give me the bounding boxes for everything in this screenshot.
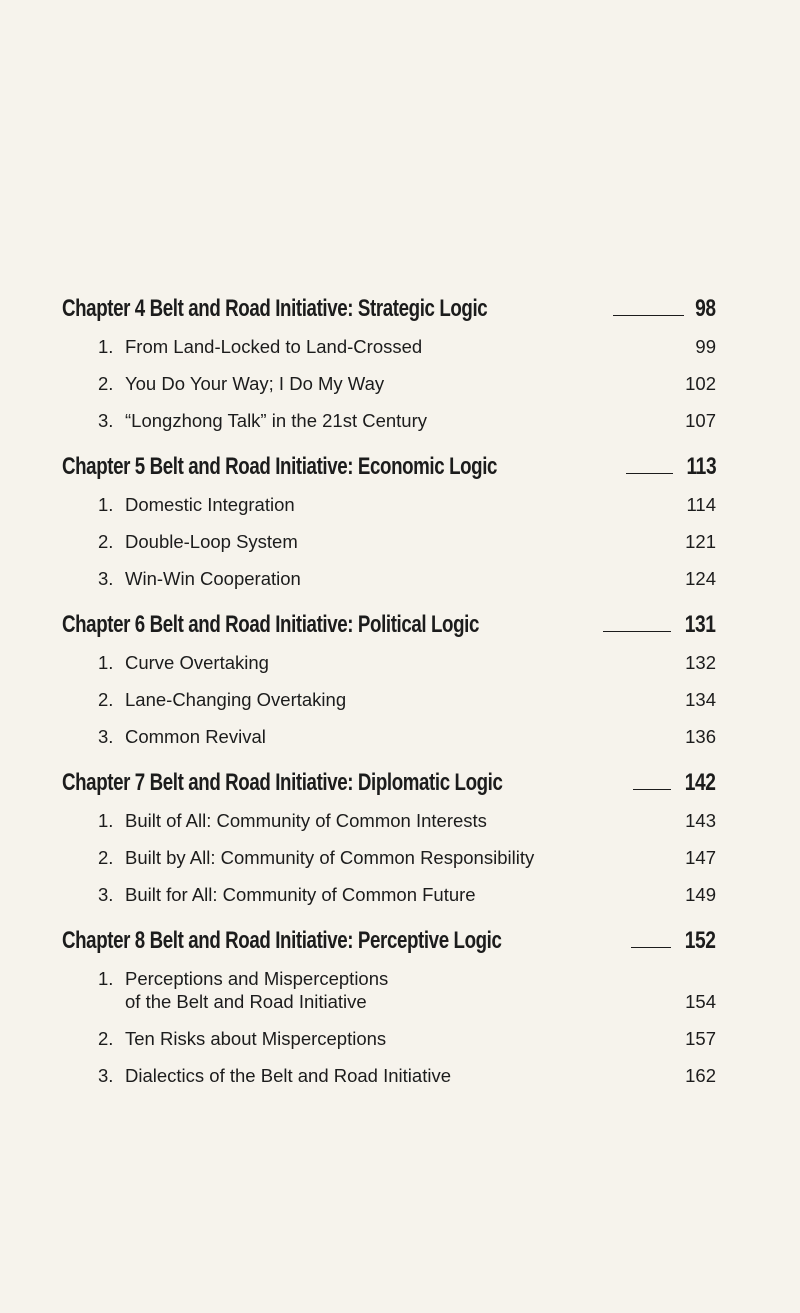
toc-chapter-6[interactable] (62, 599, 716, 639)
section-number: 2. (98, 689, 114, 710)
table-of-contents (62, 283, 716, 1087)
toc-section[interactable] (62, 567, 716, 590)
toc-section[interactable] (62, 335, 716, 358)
toc-section[interactable] (62, 1027, 716, 1050)
section-page-number: 154 (685, 991, 716, 1012)
leader-line (613, 315, 684, 316)
section-number: 3. (98, 1065, 114, 1086)
section-title: Built of All: Community of Common Interests (125, 810, 487, 831)
section-page-number: 99 (695, 336, 716, 357)
chapter-page-number: 113 (686, 453, 716, 480)
section-number: 3. (98, 568, 114, 589)
section-title: Ten Risks about Misperceptions (125, 1028, 387, 1049)
section-number: 1. (98, 494, 114, 515)
toc-chapter-4[interactable] (62, 283, 716, 323)
section-number: 1. (98, 810, 114, 831)
section-title-line: of the Belt and Road Initiative (125, 991, 367, 1012)
section-page-number: 136 (685, 726, 716, 747)
section-number: 3. (98, 726, 114, 747)
chapter-title: Chapter 8 Belt and Road Initiative: Perceptive Logic (62, 927, 502, 954)
chapter-page-number: 142 (685, 769, 716, 796)
section-page-number: 134 (685, 689, 716, 710)
section-number: 1. (98, 652, 114, 673)
section-title: Lane-Changing Overtaking (125, 689, 347, 710)
leader-line (633, 789, 672, 790)
chapter-title: Chapter 7 Belt and Road Initiative: Diplomatic Logic (62, 769, 503, 796)
section-number: 3. (98, 410, 114, 431)
section-page-number: 162 (685, 1065, 716, 1086)
section-page-number: 124 (685, 568, 716, 589)
toc-section[interactable] (62, 725, 716, 748)
leader-line (631, 947, 671, 948)
section-title: From Land-Locked to Land-Crossed (125, 336, 423, 357)
chapter-page-number: 98 (695, 295, 716, 322)
toc-section[interactable] (62, 846, 716, 869)
toc-section[interactable] (62, 409, 716, 432)
chapter-title: Chapter 6 Belt and Road Initiative: Political Logic (62, 611, 479, 638)
section-page-number: 149 (685, 884, 716, 905)
chapter-title: Chapter 4 Belt and Road Initiative: Strategic Logic (62, 295, 488, 322)
section-page-number: 114 (686, 494, 716, 515)
toc-section[interactable] (62, 493, 716, 516)
toc-section[interactable] (62, 809, 716, 832)
toc-section[interactable] (62, 688, 716, 711)
section-title-line: Perceptions and Misperceptions (125, 968, 389, 989)
section-title: Domestic Integration (125, 494, 295, 515)
section-title: Built for All: Community of Common Future (125, 884, 476, 905)
toc-section[interactable] (62, 883, 716, 906)
chapter-page-number: 131 (685, 611, 716, 638)
toc-section[interactable] (62, 1064, 716, 1087)
section-page-number: 121 (685, 531, 716, 552)
section-page-number: 107 (685, 410, 716, 431)
toc-chapter-7[interactable] (62, 757, 716, 797)
section-title (125, 967, 656, 1013)
section-title: Built by All: Community of Common Responsibility (125, 847, 535, 868)
section-title: Dialectics of the Belt and Road Initiative (125, 1065, 451, 1086)
section-number: 1. (98, 968, 114, 989)
section-number: 1. (98, 336, 114, 357)
leader-line (603, 631, 672, 632)
leader-line (626, 473, 673, 474)
section-number: 3. (98, 884, 114, 905)
chapter-title: Chapter 5 Belt and Road Initiative: Economic Logic (62, 453, 498, 480)
toc-chapter-5[interactable] (62, 441, 716, 481)
section-number: 2. (98, 373, 114, 394)
section-number: 2. (98, 847, 114, 868)
toc-section[interactable] (62, 530, 716, 553)
toc-section[interactable] (62, 967, 716, 1013)
section-page-number: 147 (685, 847, 716, 868)
section-title: Double-Loop System (125, 531, 298, 552)
section-title: You Do Your Way; I Do My Way (125, 373, 385, 394)
toc-section[interactable] (62, 372, 716, 395)
section-title: Common Revival (125, 726, 266, 747)
section-title: “Longzhong Talk” in the 21st Century (125, 410, 428, 431)
chapter-page-number: 152 (685, 927, 716, 954)
section-page-number: 132 (685, 652, 716, 673)
section-title: Win-Win Cooperation (125, 568, 301, 589)
section-page-number: 102 (685, 373, 716, 394)
section-page-number: 143 (685, 810, 716, 831)
section-title: Curve Overtaking (125, 652, 269, 673)
section-number: 2. (98, 531, 114, 552)
toc-chapter-8[interactable] (62, 915, 716, 955)
section-number: 2. (98, 1028, 114, 1049)
section-page-number: 157 (685, 1028, 716, 1049)
toc-section[interactable] (62, 651, 716, 674)
